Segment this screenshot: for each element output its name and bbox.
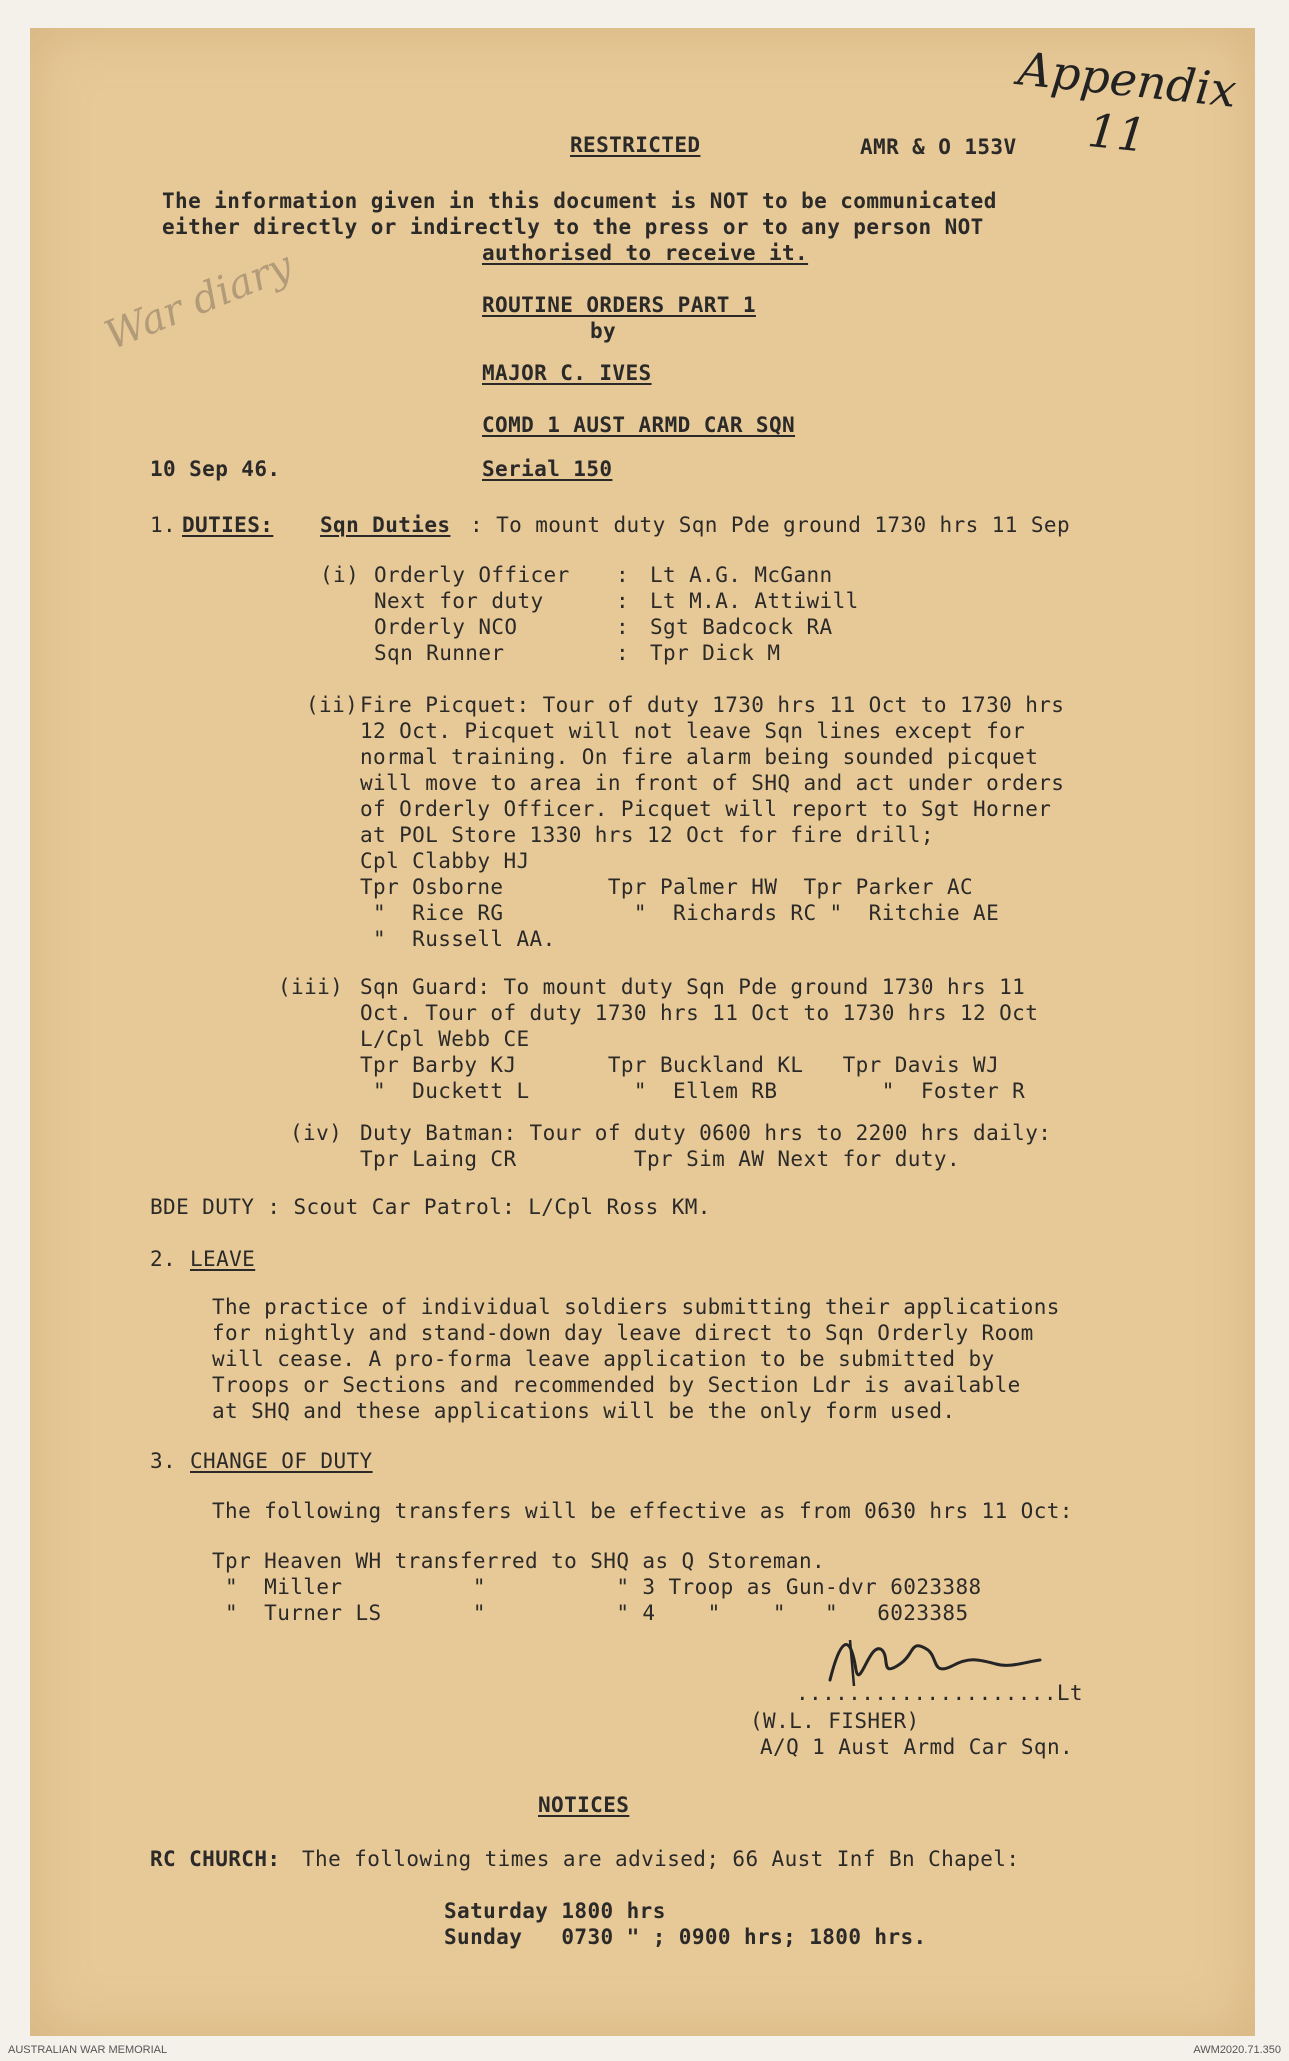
transfer-line: " Turner LS " " 4 " " " 6023385: [212, 1601, 969, 1625]
text-line: at SHQ and these applications will be the only form used.: [212, 1399, 956, 1423]
text-line: " Duckett L " Ellem RB " Foster R: [360, 1079, 1026, 1103]
notices-heading: NOTICES: [538, 1793, 630, 1817]
archive-footer: [0, 2040, 1289, 2061]
roster-name: Lt A.G. McGann: [650, 563, 833, 587]
duty-iii-label: (iii): [278, 975, 344, 999]
roster-sep: :: [616, 641, 630, 665]
rc-church-text: The following times are advised; 66 Aust Inf Bn Chapel:: [302, 1847, 1020, 1871]
notice-line-3: authorised to receive it.: [482, 241, 809, 265]
signature-dots: ....................Lt: [796, 1681, 1083, 1705]
signatory-name: (W.L. FISHER): [750, 1709, 920, 1733]
signatory-position: A/Q 1 Aust Armd Car Sqn.: [760, 1735, 1074, 1759]
text-line: The practice of individual soldiers submitting their applications: [212, 1295, 1060, 1319]
roster-role: Orderly NCO: [374, 615, 518, 639]
roster-role: Orderly Officer: [374, 563, 570, 587]
change-of-duty-number: 3.: [150, 1449, 177, 1473]
roster-role: Sqn Runner: [374, 641, 505, 665]
roster-name: Tpr Dick M: [650, 641, 781, 665]
bde-duty-line: BDE DUTY : Scout Car Patrol: L/Cpl Ross KM.: [150, 1195, 711, 1219]
war-diary-pencil-note: War diary: [98, 242, 299, 360]
text-line: 12 Oct. Picquet will not leave Sqn lines except for: [360, 719, 1026, 743]
roster-name: Sgt Badcock RA: [650, 615, 833, 639]
church-times-saturday: Saturday 1800 hrs: [444, 1899, 666, 1923]
text-line: for nightly and stand-down day leave direct to Sqn Orderly Room: [212, 1321, 1034, 1345]
duty-i-label: (i): [320, 563, 360, 587]
appendix-handwritten-note: Appendix 11: [1015, 41, 1240, 163]
text-line: " Russell AA.: [360, 927, 556, 951]
text-line: Sqn Guard: To mount duty Sqn Pde ground 1730 hrs 11: [360, 975, 1026, 999]
text-line: " Rice RG " Richards RC " Ritchie AE: [360, 901, 1000, 925]
roster-sep: :: [616, 563, 630, 587]
roster-role: Next for duty: [374, 589, 544, 613]
duties-number: 1.: [150, 513, 177, 537]
duties-heading: DUTIES:: [182, 513, 274, 537]
footer-source: AUSTRALIAN WAR MEMORIAL: [8, 2044, 168, 2056]
text-line: Duty Batman: Tour of duty 0600 hrs to 2200 hrs daily:: [360, 1121, 1052, 1145]
leave-number: 2.: [150, 1247, 177, 1271]
document-page: [30, 28, 1255, 2036]
text-line: L/Cpl Webb CE: [360, 1027, 530, 1051]
sqn-duties-heading: Sqn Duties: [320, 513, 451, 537]
commanding-officer: MAJOR C. IVES: [482, 361, 652, 385]
command-title: COMD 1 AUST ARMD CAR SQN: [482, 413, 796, 437]
duty-iv-label: (iv): [290, 1121, 343, 1145]
text-line: Tpr Laing CR Tpr Sim AW Next for duty.: [360, 1147, 960, 1171]
leave-heading: LEAVE: [190, 1247, 256, 1271]
notice-line-1: The information given in this document is NOT to be communicated: [162, 189, 997, 213]
orders-by: by: [590, 319, 617, 343]
church-times-sunday: Sunday 0730 " ; 0900 hrs; 1800 hrs.: [444, 1925, 927, 1949]
transfer-line: " Miller " " 3 Troop as Gun-dvr 6023388: [212, 1575, 982, 1599]
notice-line-2: either directly or indirectly to the press or to any person NOT: [162, 215, 984, 239]
text-line: Fire Picquet: Tour of duty 1730 hrs 11 Oct to 1730 hrs: [360, 693, 1065, 717]
duty-ii-label: (ii): [306, 693, 359, 717]
roster-name: Lt M.A. Attiwill: [650, 589, 859, 613]
text-line: will move to area in front of SHQ and act under orders: [360, 771, 1065, 795]
text-line: at POL Store 1330 hrs 12 Oct for fire drill;: [360, 823, 934, 847]
text-line: will cease. A pro-forma leave application to be submitted by: [212, 1347, 995, 1371]
text-line: Tpr Osborne Tpr Palmer HW Tpr Parker AC: [360, 875, 974, 899]
orders-title: ROUTINE ORDERS PART 1: [482, 293, 756, 317]
text-line: of Orderly Officer. Picquet will report to Sgt Horner: [360, 797, 1052, 821]
text-line: Troops or Sections and recommended by Section Ldr is available: [212, 1373, 1021, 1397]
order-date: 10 Sep 46.: [150, 457, 281, 481]
change-of-duty-heading: CHANGE OF DUTY: [190, 1449, 373, 1473]
transfer-line: Tpr Heaven WH transferred to SHQ as Q Storeman.: [212, 1549, 826, 1573]
restricted-label: RESTRICTED: [570, 133, 701, 157]
change-of-duty-intro: The following transfers will be effective as from 0630 hrs 11 Oct:: [212, 1499, 1073, 1523]
text-line: Tpr Barby KJ Tpr Buckland KL Tpr Davis WJ: [360, 1053, 1000, 1077]
text-line: Oct. Tour of duty 1730 hrs 11 Oct to 1730 hrs 12 Oct: [360, 1001, 1039, 1025]
footer-reference: AWM2020.71.350: [1193, 2044, 1281, 2056]
text-line: normal training. On fire alarm being sounded picquet: [360, 745, 1039, 769]
text-line: Cpl Clabby HJ: [360, 849, 530, 873]
roster-sep: :: [616, 615, 630, 639]
roster-sep: :: [616, 589, 630, 613]
duties-intro: : To mount duty Sqn Pde ground 1730 hrs 11 Sep: [470, 513, 1070, 537]
reference-number: AMR & O 153V: [860, 135, 1017, 159]
rc-church-label: RC CHURCH:: [150, 1847, 281, 1871]
serial-number: Serial 150: [482, 457, 613, 481]
